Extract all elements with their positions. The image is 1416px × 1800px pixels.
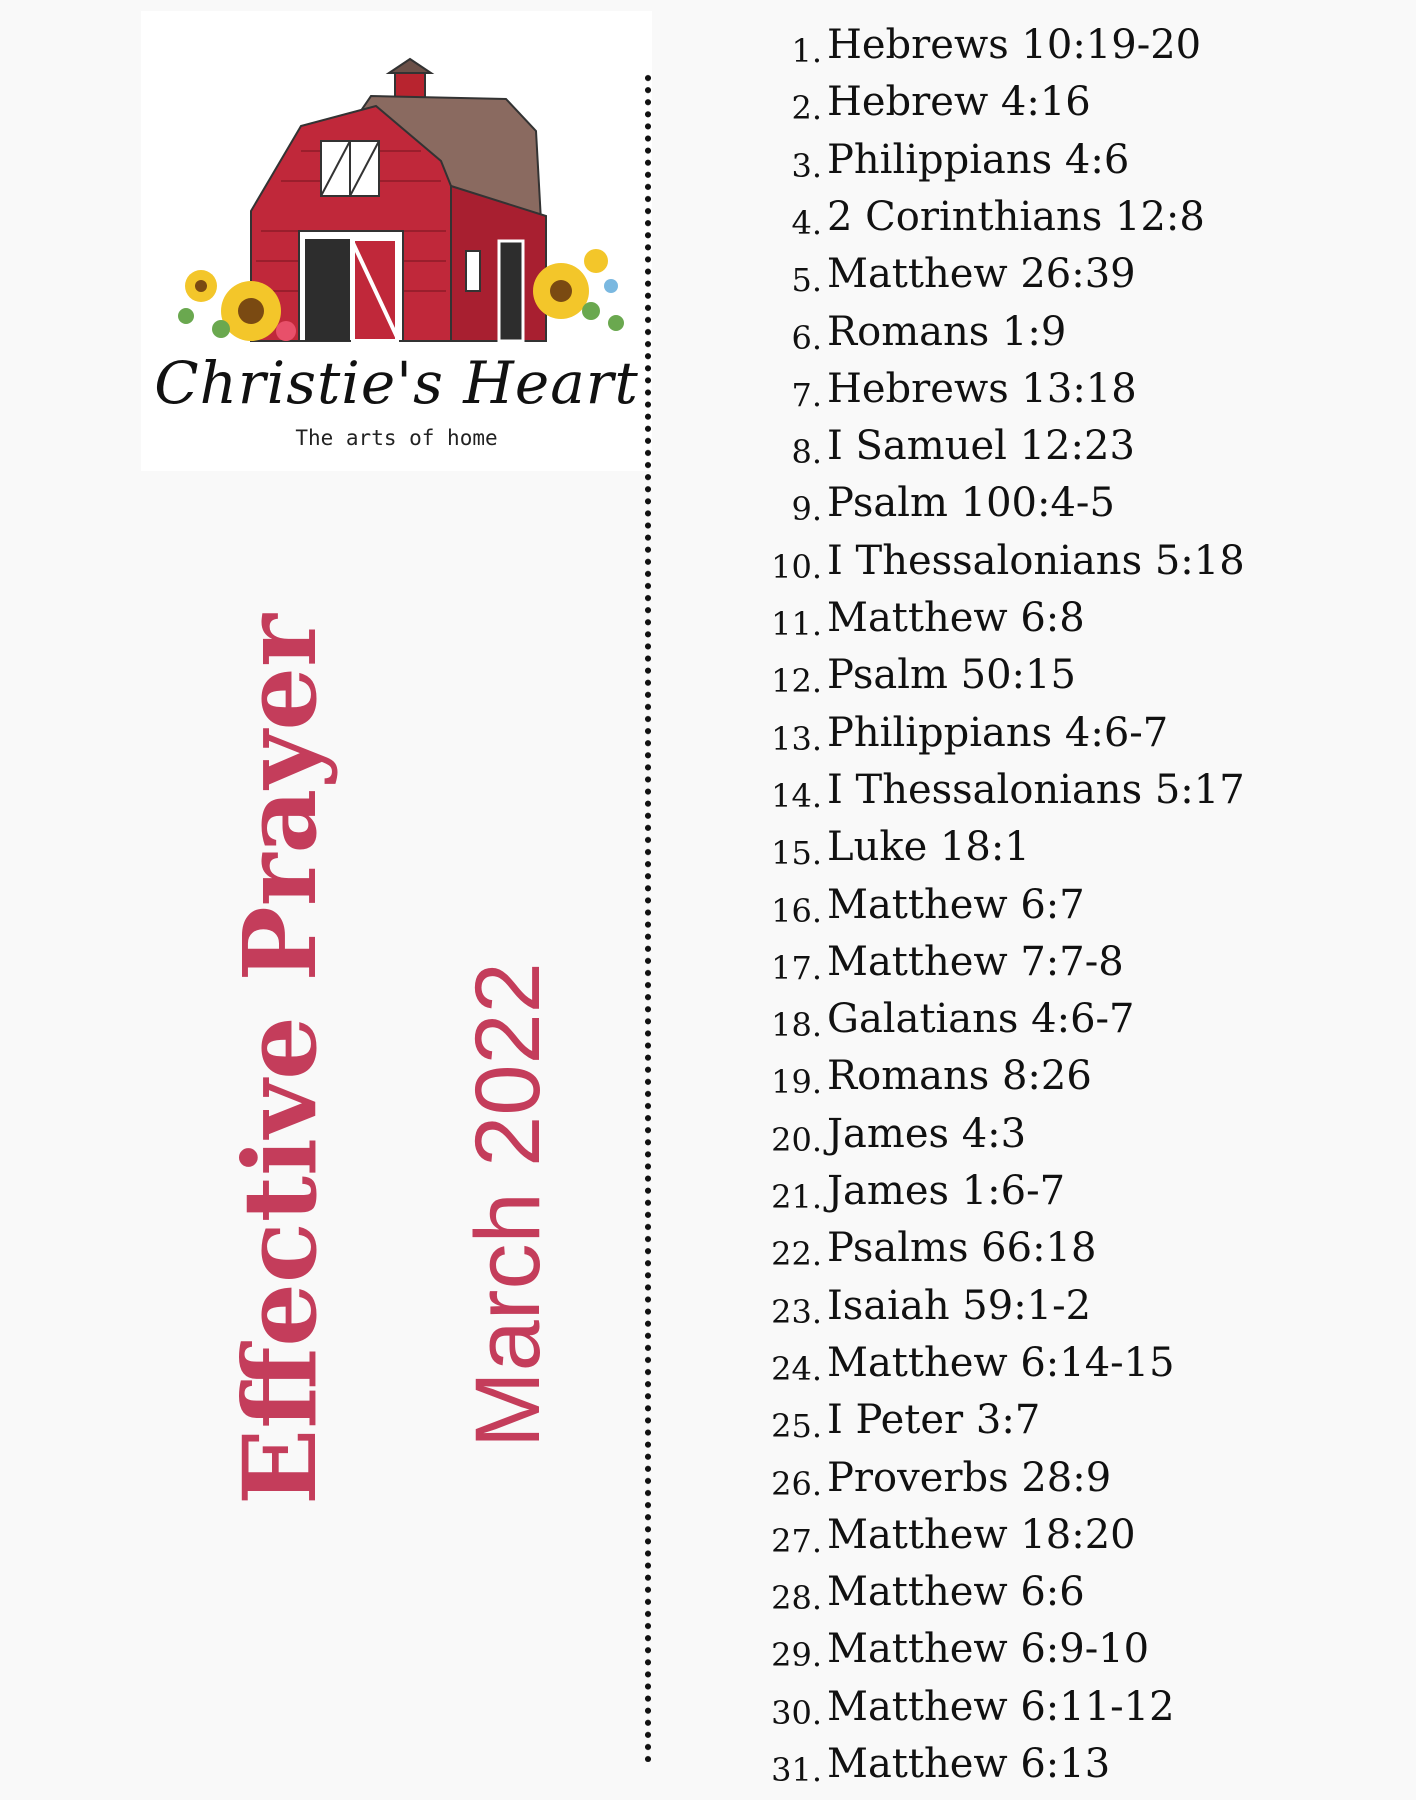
verse-reference: Matthew 6:6	[827, 1569, 1085, 1616]
list-item	[0, 247, 1416, 304]
verse-number: 2.	[791, 89, 822, 128]
verse-number: 21.	[771, 1178, 822, 1216]
verse-number: 19.	[771, 1063, 822, 1102]
list-item	[0, 1451, 1416, 1508]
verse-number: 23.	[771, 1292, 822, 1331]
list-item	[0, 1221, 1416, 1278]
verse-reference: Hebrew 4:16	[827, 79, 1091, 126]
verse-reference: I Peter 3:7	[827, 1397, 1041, 1444]
verse-number: 12.	[771, 662, 822, 701]
verse-reference: I Samuel 12:23	[827, 423, 1135, 470]
verse-reference: Isaiah 59:1-2	[827, 1282, 1092, 1329]
verse-number: 11.	[771, 605, 822, 643]
verse-number: 27.	[771, 1521, 822, 1560]
list-item	[0, 1680, 1416, 1737]
list-item	[0, 1393, 1416, 1450]
verse-reference: Matthew 6:14-15	[827, 1339, 1175, 1386]
verse-reference: Matthew 6:11-12	[827, 1683, 1175, 1730]
verse-reference: Matthew 7:7-8	[827, 938, 1124, 985]
list-item	[0, 1737, 1416, 1794]
verse-reference: Hebrews 10:19-20	[827, 22, 1202, 68]
verse-reference: Romans 8:26	[827, 1053, 1092, 1100]
verse-number: 22.	[771, 1235, 822, 1274]
verse-reference: James 4:3	[827, 1110, 1027, 1157]
verse-number: 5.	[791, 261, 822, 300]
list-item	[0, 190, 1416, 247]
verse-number: 8.	[791, 433, 822, 472]
verse-reference: Philippians 4:6	[827, 136, 1130, 183]
verse-number: 26.	[771, 1464, 822, 1503]
list-item	[0, 648, 1416, 705]
list-item	[0, 1565, 1416, 1622]
verse-reference: Luke 18:1	[827, 824, 1030, 871]
list-item	[0, 878, 1416, 935]
list-item	[0, 476, 1416, 533]
verse-number: 10.	[771, 547, 822, 586]
verse-number: 29.	[771, 1636, 822, 1675]
list-item	[0, 820, 1416, 877]
verse-reference: Matthew 26:39	[827, 251, 1136, 298]
brand-tagline: The arts of home	[295, 426, 498, 450]
verse-reference: I Thessalonians 5:17	[827, 766, 1245, 813]
list-item	[0, 305, 1416, 362]
list-item	[0, 1508, 1416, 1565]
verse-reference: Matthew 6:7	[827, 881, 1085, 928]
list-item	[0, 706, 1416, 763]
list-item	[0, 1164, 1416, 1221]
verse-reference: Romans 1:9	[827, 308, 1067, 355]
verse-number: 16.	[771, 891, 822, 930]
list-item	[0, 133, 1416, 190]
list-item	[0, 1049, 1416, 1106]
verse-number: 14.	[771, 776, 822, 815]
verse-number: 24.	[771, 1349, 822, 1388]
verse-number: 31.	[771, 1751, 822, 1789]
verse-reference: Galatians 4:6-7	[827, 996, 1135, 1043]
verse-number: 1.	[791, 32, 822, 70]
verse-reference: Matthew 18:20	[827, 1511, 1136, 1558]
page-title: Effective Prayer	[221, 614, 339, 1505]
verse-reference: James 1:6-7	[827, 1168, 1066, 1214]
list-item	[0, 534, 1416, 591]
verse-number: 9.	[791, 490, 822, 529]
verse-reference: I Thessalonians 5:18	[827, 537, 1245, 584]
verse-reference: Psalm 100:4-5	[827, 480, 1115, 527]
list-item	[0, 992, 1416, 1049]
verse-number: 13.	[771, 719, 822, 758]
verse-number: 28.	[771, 1579, 822, 1618]
list-item	[0, 419, 1416, 476]
brand-name: Christie's Heart	[154, 349, 639, 417]
list-item	[0, 935, 1416, 992]
page-subtitle: March 2022	[457, 962, 559, 1448]
verse-number: 6.	[791, 318, 822, 357]
verse-reference: Matthew 6:8	[827, 595, 1085, 641]
verse-number: 15.	[771, 834, 822, 873]
list-item	[0, 1279, 1416, 1336]
verse-number: 17.	[771, 948, 822, 987]
list-item	[0, 763, 1416, 820]
verse-reference: 2 Corinthians 12:8	[827, 193, 1205, 240]
verse-number: 25.	[771, 1407, 822, 1446]
verse-number: 18.	[771, 1006, 822, 1045]
verse-number: 30.	[771, 1693, 822, 1732]
verse-number: 3.	[791, 146, 822, 185]
list-item	[0, 591, 1416, 648]
verse-reference: Psalms 66:18	[827, 1225, 1097, 1272]
verse-reference: Matthew 6:9-10	[827, 1626, 1150, 1673]
list-item	[0, 75, 1416, 132]
list-item	[0, 1336, 1416, 1393]
verse-reference: Matthew 6:13	[827, 1741, 1111, 1787]
verse-reference: Philippians 4:6-7	[827, 709, 1169, 756]
verse-reference: Psalm 50:15	[827, 652, 1076, 699]
list-item	[0, 1107, 1416, 1164]
list-item	[0, 18, 1416, 75]
verse-number: 7.	[791, 375, 822, 414]
list-item	[0, 362, 1416, 419]
verse-number: 4.	[791, 203, 822, 242]
list-item	[0, 1622, 1416, 1679]
verse-reference: Proverbs 28:9	[827, 1454, 1112, 1501]
verse-reference: Hebrews 13:18	[827, 365, 1137, 412]
verse-number: 20.	[771, 1120, 822, 1159]
